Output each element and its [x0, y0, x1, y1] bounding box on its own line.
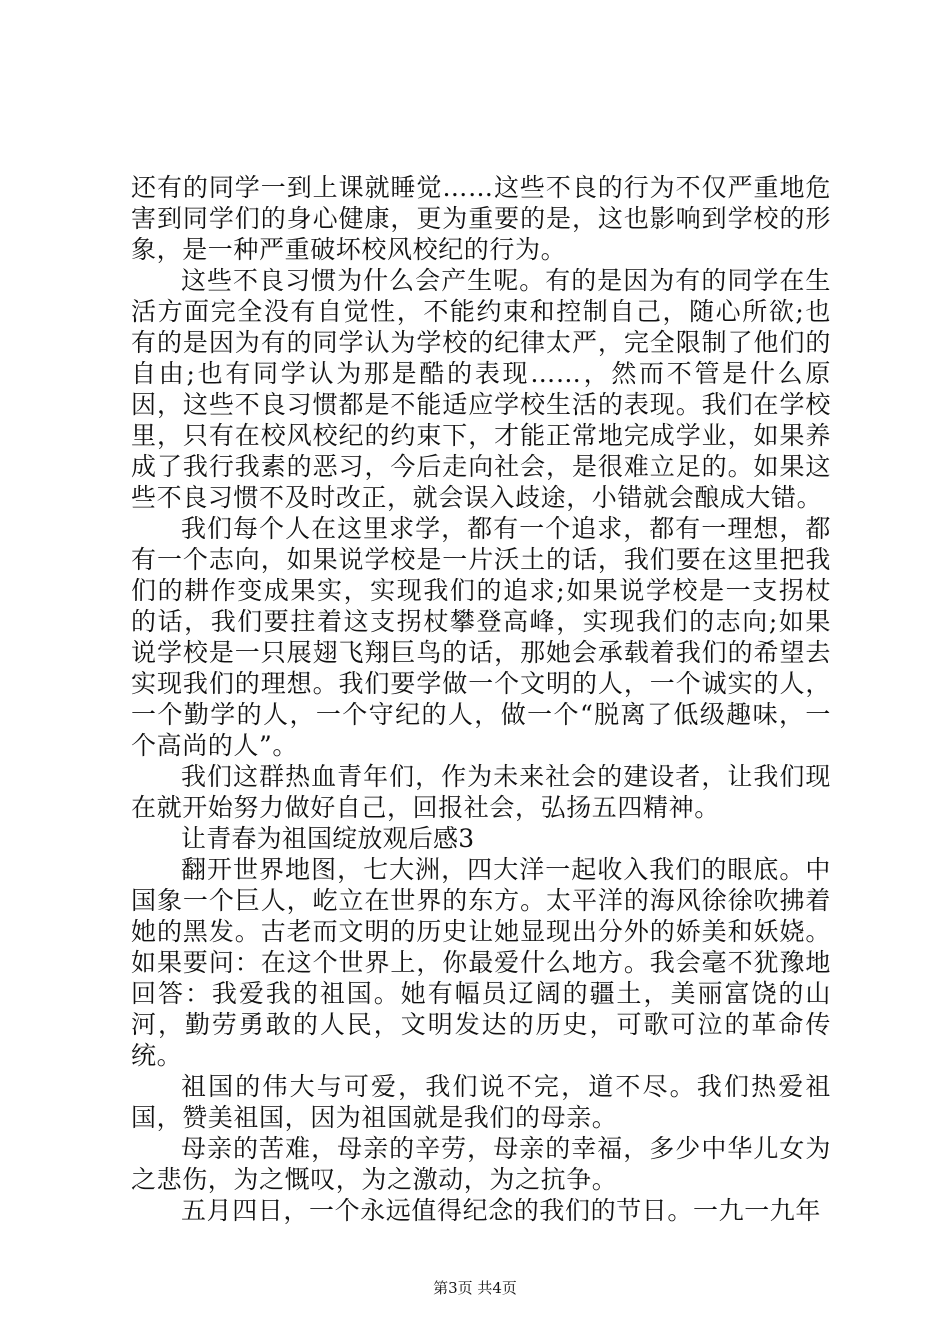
- section-heading: 让青春为祖国绽放观后感3: [181, 824, 475, 853]
- paragraph: 五月四日，一个永远值得纪念的我们的节日。一九一九年: [181, 1196, 822, 1225]
- paragraph: 还有的同学一到上课就睡觉……这些不良的行为不仅严重地危害到同学们的身心健康，更为重要的是，这也影响到学校的形象，是一种严重破坏校风校纪的行为。: [131, 173, 831, 264]
- paragraph: 祖国的伟大与可爱，我们说不完，道不尽。我们热爱祖国，赞美祖国，因为祖国就是我们的母亲。: [131, 1072, 831, 1132]
- paragraph: 翻开世界地图，七大洲，四大洋一起收入我们的眼底。中国象一个巨人，屹立在世界的东方。太平洋的海风徐徐吹拂着她的黑发。古老而文明的历史让她显现出分外的娇美和妖娆。如果要问：在这个世界上，你最爱什么地方。我会毫不犹豫地回答：我爱我的祖国。她有幅员辽阔的疆土，美丽富饶的山河，勤劳勇敢的人民，文明发达的历史，可歌可泣的革命传统。: [131, 855, 831, 1070]
- paragraph: 母亲的苦难，母亲的辛劳，母亲的幸福，多少中华儿女为之悲伤，为之慨叹，为之激动，为之抗争。: [131, 1134, 831, 1194]
- paragraph: 我们这群热血青年们，作为未来社会的建设者，让我们现在就开始努力做好自己，回报社会，弘扬五四精神。: [131, 762, 831, 822]
- page-number-footer: 第3页 共4页: [433, 1279, 517, 1297]
- paragraph: 我们每个人在这里求学，都有一个追求，都有一理想，都有一个志向，如果说学校是一片沃土的话，我们要在这里把我们的耕作变成果实，实现我们的追求;如果说学校是一支拐杖的话，我们要拄着这支拐杖攀登高峰，实现我们的志向;如果说学校是一只展翅飞翔巨鸟的话，那她会承载着我们的希望去实现我们的理想。我们要学做一个文明的人，一个诚实的人，一个勤学的人，一个守纪的人，做一个“脱离了低级趣味，一个高尚的人”。: [131, 514, 831, 760]
- document-body: [131, 172, 831, 1226]
- paragraph: 这些不良习惯为什么会产生呢。有的是因为有的同学在生活方面完全没有自觉性，不能约束和控制自己，随心所欲;也有的是因为有的同学认为学校的纪律太严，完全限制了他们的自由;也有同学认为那是酷的表现……，然而不管是什么原因，这些不良习惯都是不能适应学校生活的表现。我们在学校里，只有在校风校纪的约束下，才能正常地完成学业，如果养成了我行我素的恶习，今后走向社会，是很难立足的。如果这些不良习惯不及时改正，就会误入歧途，小错就会酿成大错。: [131, 266, 831, 512]
